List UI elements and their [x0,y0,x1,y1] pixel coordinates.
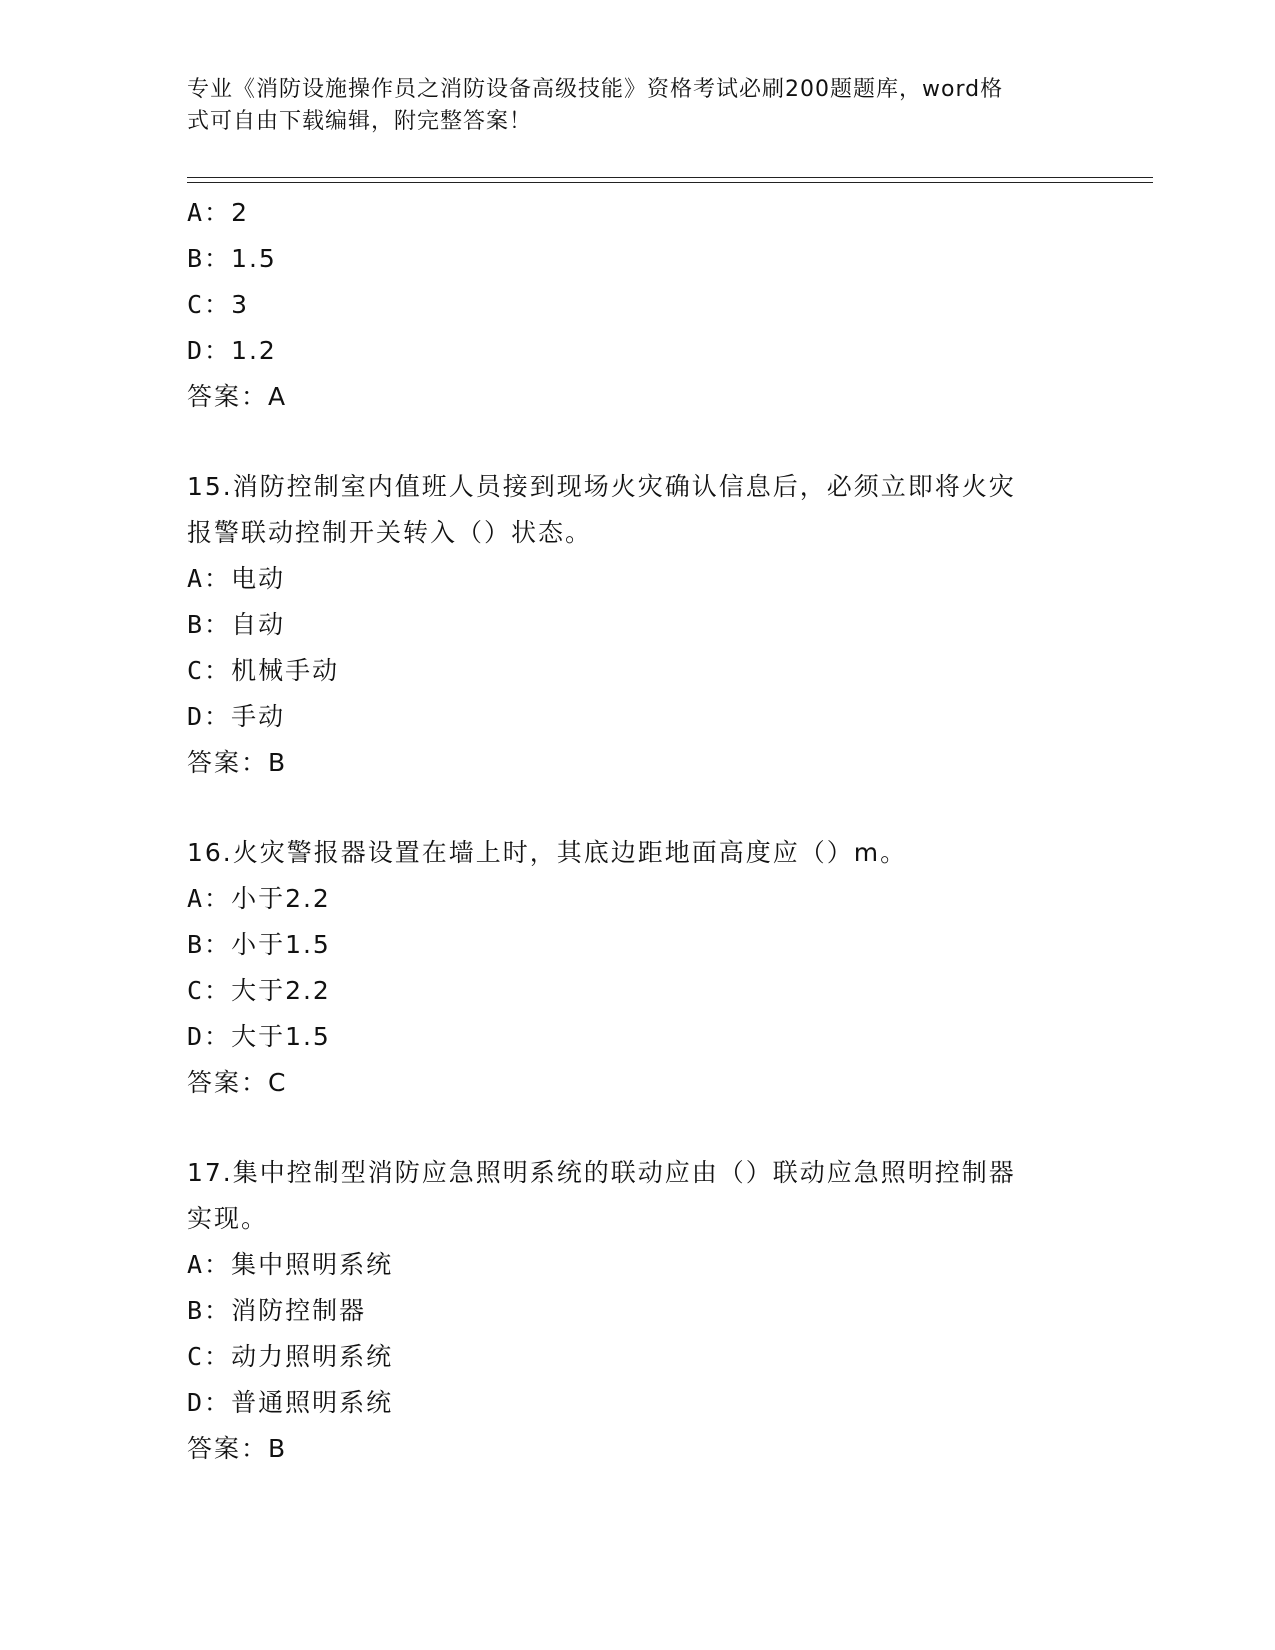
option-d [187,1014,1087,1060]
option-key: A： [187,564,232,593]
option-b [187,236,1087,282]
option-text: 机械手动 [231,656,340,685]
option-text: 消防控制器 [231,1296,367,1325]
header-line-2: 式可自由下载编辑，附完整答案！ [187,109,533,134]
option-text: 1.2 [231,336,277,365]
option-c [187,1334,1087,1380]
question-number: 16. [187,838,233,867]
option-b [187,1288,1087,1334]
option-text: 普通照明系统 [231,1388,394,1417]
question-text-line: 实现。 [187,1204,269,1233]
option-text: 1.5 [231,244,277,273]
question-text-line [187,830,1087,876]
option-d [187,1380,1087,1426]
option-c [187,282,1087,328]
question-text-line [187,1150,1087,1196]
option-key: D： [187,1022,232,1051]
option-d [187,328,1087,374]
question-block [187,190,1087,420]
option-b [187,922,1087,968]
answer-line: 答案：C [187,1068,288,1097]
question-block [187,830,1087,1106]
option-text: 集中照明系统 [231,1250,394,1279]
option-text: 动力照明系统 [231,1342,394,1371]
answer-line: 答案：B [187,1434,288,1463]
question-text-line [187,464,1087,510]
option-text: 电动 [231,564,286,593]
option-b [187,602,1087,648]
option-text: 大于1.5 [231,1022,331,1051]
option-key: C： [187,290,232,319]
option-key: D： [187,336,232,365]
option-a [187,1242,1087,1288]
option-a [187,876,1087,922]
option-key: A： [187,884,232,913]
option-key: B： [187,610,232,639]
document-header [187,74,1067,138]
header-line-1: 专业《消防设施操作员之消防设备高级技能》资格考试必刷200题题库，word格 [187,77,1004,102]
question-text-line: 报警联动控制开关转入（）状态。 [187,518,593,547]
option-key: B： [187,930,232,959]
header-divider-bottom [187,182,1153,183]
answer-line: 答案：B [187,748,288,777]
option-text: 小于1.5 [231,930,331,959]
option-key: C： [187,1342,232,1371]
option-a [187,556,1087,602]
option-c [187,648,1087,694]
option-key: D： [187,702,232,731]
question-text: 集中控制型消防应急照明系统的联动应由（）联动应急照明控制器 [232,1158,1016,1187]
question-text: 火灾警报器设置在墙上时，其底边距地面高度应（）m。 [232,838,908,867]
option-text: 小于2.2 [231,884,331,913]
option-key: C： [187,976,232,1005]
question-block [187,1150,1087,1472]
option-key: C： [187,656,232,685]
questions-list [187,190,1087,1472]
question-block [187,464,1087,786]
option-text: 3 [231,290,249,319]
option-key: D： [187,1388,232,1417]
question-number: 15. [187,472,233,501]
option-key: A： [187,1250,232,1279]
option-key: A： [187,198,232,227]
option-key: B： [187,1296,232,1325]
option-key: B： [187,244,232,273]
option-text: 2 [231,198,249,227]
option-text: 自动 [231,610,286,639]
option-text: 大于2.2 [231,976,331,1005]
answer-line: 答案：A [187,382,288,411]
header-divider-top [187,177,1153,178]
question-text: 消防控制室内值班人员接到现场火灾确认信息后，必须立即将火灾 [232,472,1016,501]
option-text: 手动 [231,702,286,731]
option-c [187,968,1087,1014]
question-number: 17. [187,1158,233,1187]
option-d [187,694,1087,740]
option-a [187,190,1087,236]
